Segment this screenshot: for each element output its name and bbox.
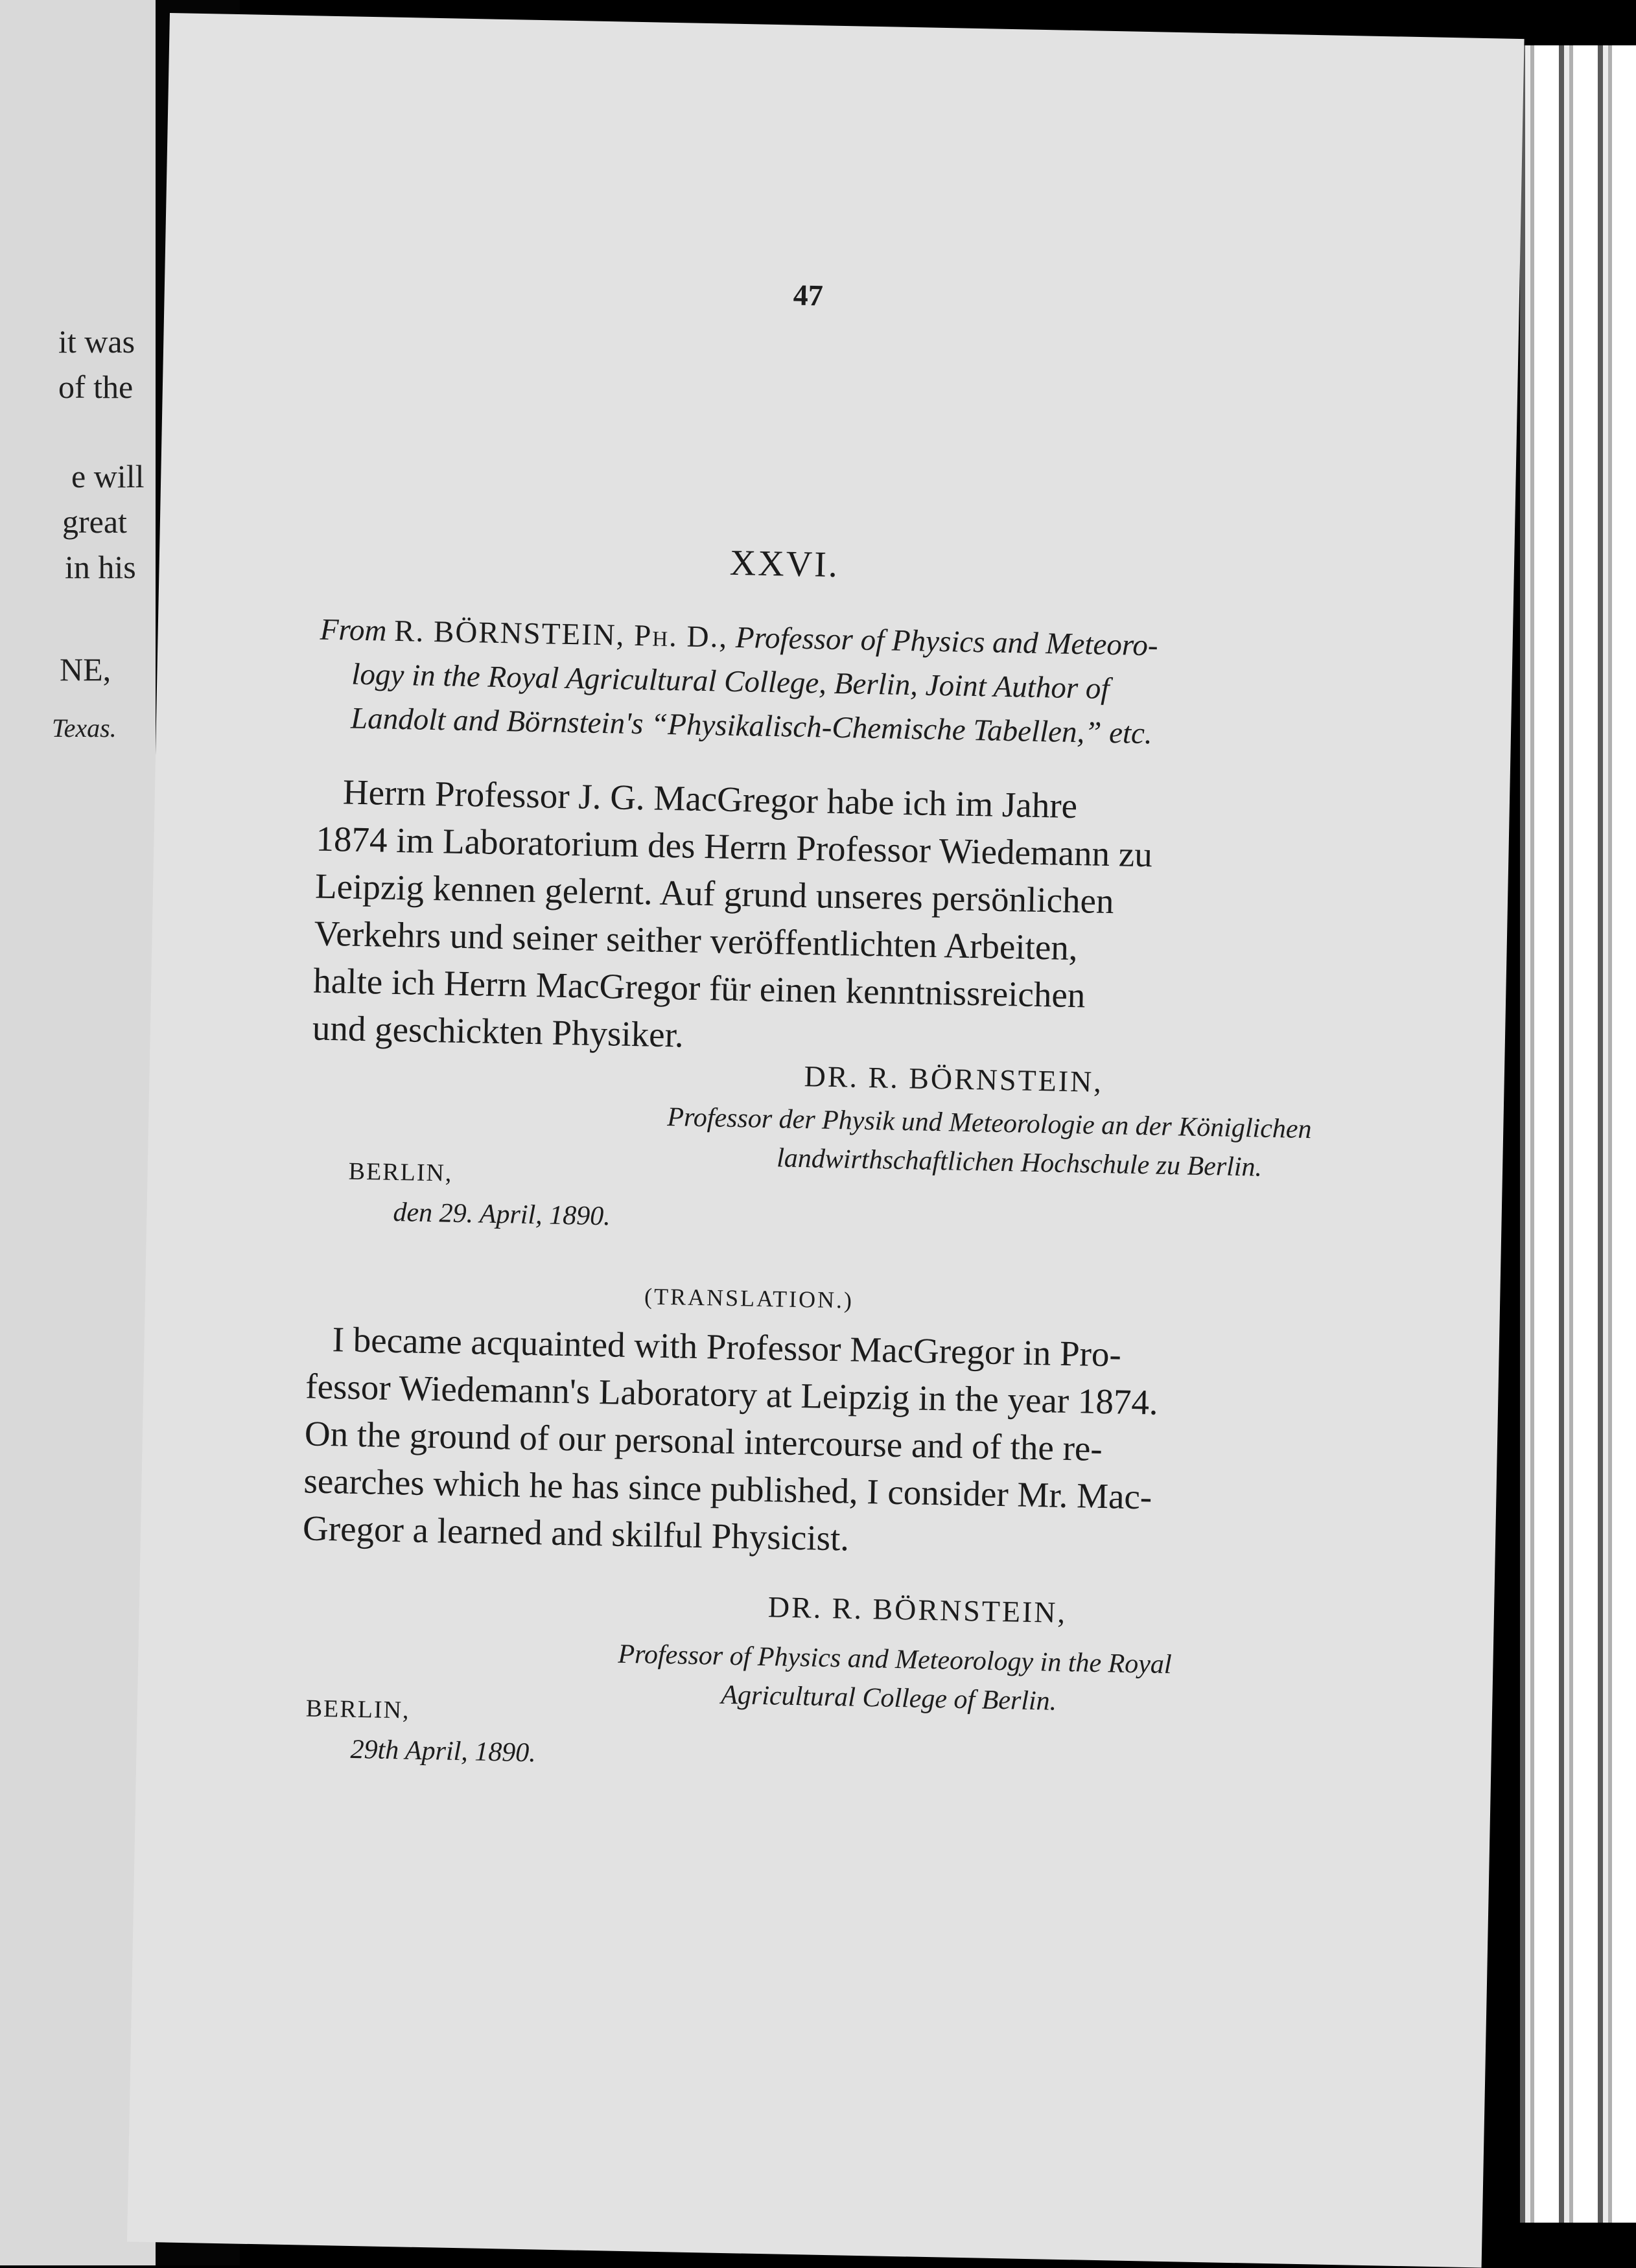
translation-label: (TRANSLATION.) (644, 1283, 854, 1313)
heading-title: Professor of Physics and Meteoro- (735, 620, 1159, 663)
page-number: 47 (793, 278, 824, 312)
left-page (0, 0, 156, 2265)
german-date: den 29. April, 1890. (393, 1197, 611, 1232)
german-place: BERLIN, (348, 1157, 453, 1187)
left-page-line: great (62, 503, 127, 540)
german-line: Herrn Professor J. G. MacGregor habe ich im Jahre (342, 772, 1078, 826)
german-line: Leipzig kennen gelernt. Auf grund unseres persönlichen (314, 866, 1115, 921)
english-line: I became acquainted with Professor MacGregor in Pro- (332, 1319, 1122, 1374)
english-title-line: Professor of Physics and Meteorology in the Royal (618, 1639, 1173, 1680)
german-title-line: landwirthschaftlichen Hochschule zu Berlin. (776, 1143, 1263, 1183)
english-line: fessor Wiedemann's Laboratory at Leipzig in the year 1874. (305, 1366, 1159, 1422)
english-line: On the ground of our personal intercourse and of the re- (304, 1413, 1103, 1469)
left-page-line: of the (58, 369, 134, 405)
german-line: halte ich Herrn MacGregor für einen kenntnissreichen (312, 960, 1086, 1015)
german-signature: DR. R. BÖRNSTEIN, (804, 1059, 1104, 1098)
german-line: und geschickten Physiker. (312, 1008, 684, 1055)
heading-line-2: logy in the Royal Agricultural College, Berlin, Joint Author of (351, 657, 1110, 706)
book-page (127, 13, 1525, 2267)
heading-from: From (320, 612, 387, 648)
heading-line-3: Landolt and Börnstein's “Physikalisch-Chemische Tabellen,” etc. (350, 701, 1153, 751)
english-line: Gregor a learned and skilful Physicist. (302, 1508, 850, 1558)
english-date: 29th April, 1890. (350, 1734, 537, 1768)
left-page-line: e will (71, 458, 145, 494)
english-line: searches which he has since published, I consider Mr. Mac- (303, 1461, 1152, 1517)
left-page-line: it was (58, 323, 135, 360)
heading-line-1 (320, 612, 1158, 664)
english-place: BERLIN, (305, 1695, 410, 1724)
english-signature: DR. R. BÖRNSTEIN, (767, 1590, 1068, 1630)
left-page-line: Texas. (52, 713, 117, 743)
german-line: 1874 im Laboratorium des Herrn Professor Wiedemann zu (315, 818, 1153, 875)
page-edges (1520, 45, 1636, 2223)
german-title-line: Professor der Physik und Meteorologie an der Königlichen (666, 1102, 1312, 1145)
left-page-line: NE, (60, 651, 111, 688)
left-page-line: in his (65, 549, 136, 585)
english-title-line: Agricultural College of Berlin. (720, 1680, 1057, 1717)
heading-name: R. BÖRNSTEIN, Ph. D., (393, 614, 729, 654)
section-numeral: XXVI. (729, 542, 840, 585)
german-line: Verkehrs und seiner seither veröffentlichten Arbeiten, (314, 913, 1079, 968)
